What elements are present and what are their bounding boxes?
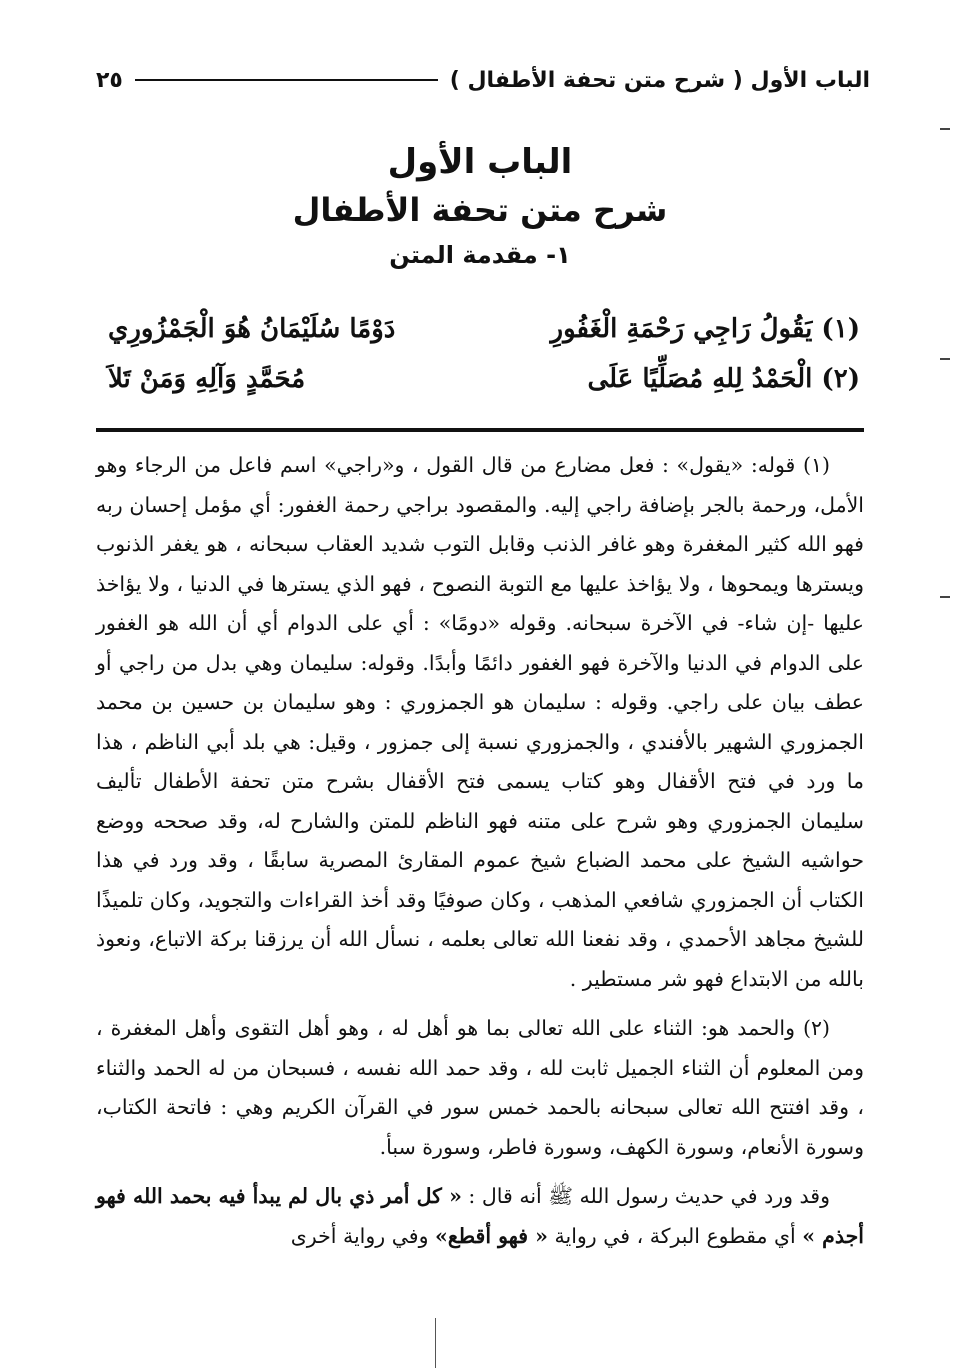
- verse-row: [108, 354, 860, 404]
- commentary-paragraph-3: [96, 1177, 864, 1256]
- chapter-subtitle: شرح متن تحفة الأطفال: [292, 191, 668, 229]
- section-title: ١- مقدمة المتن: [389, 241, 571, 269]
- verse-first-hemistich: (٢) الْحَمْدُ لِلهِ مُصَلِّيًا عَلَى: [587, 364, 860, 394]
- edge-mark: [940, 128, 950, 130]
- hadith-quote: « كل أمر ذي بال لم يبدأ فيه بحمد الله فهو أجذم »: [96, 1184, 864, 1248]
- hadith-variant: « فهو أقطع»: [435, 1223, 548, 1248]
- commentary-paragraph-1: (١) قوله: «يقول» : فعل مضارع من قال القول ، و«راجي» اسم فاعل من الرجاء وهو الأمل، ورحمة بالجر بإضافة راجي إليه. والمقصود براجي رحمة الغفور: أي مؤمل إحسان ربه فهو الله كثير المغفرة وهو غافر الذنب وقابل التوب شديد العقاب سبحانه ، هو يغفر الذنوب ويسترها ويمحوها ، ولا يؤاخذ عليها مع التوبة النصوح ، فهو الذي يسترها في الدنيا ، ولا يؤاخذ عليها -إن شاء- في الآخرة سبحانه. وقوله «دومًا» : أي على الدوام أي أن الله هو الغفور على الدوام في الدنيا والآخرة فهو الغفور دائمًا وأبدًا. وقوله: سليمان وهي بدل من راجي أو عطف بيان على راجي. وقوله : سليمان هو الجمزوري : وهو سليمان بن حسين بن محمد الجمزوري الشهير بالأفندي ، والجمزوري نسبة إلى جمزور ، وقيل: هي بلد أبي الناظم ، هذا ما ورد في فتح الأقفال وهو كتاب يسمى فتح الأقفال بشرح متن تحفة الأطفال تأليف سليمان الجمزوري وهو شرح على متنه فهو الناظم للمتن والشارح له، وقد صححه ووضع حواشيه الشيخ على محمد الضباع شيخ عموم المقارئ المصرية سابقًا ، وقد ورد في هذا الكتاب أن الجمزوري شافعي المذهب ، وكان صوفيًا وقد أخذ القراءات والتجويد، وكان تلميذًا للشيخ مجاهد الأحمدي ، وقد نفعنا الله تعالى بعلمه ، نسأل الله أن يرزقنا بركة الاتباع، ونعوذ بالله من الابتداع فهو شر مستطير .: [96, 453, 864, 991]
- verse-second-hemistich: مُحَمَّدٍ وَآلِهِ وَمَنْ تَلاَ: [108, 364, 306, 394]
- paragraph-end: وفي رواية أخرى: [290, 1223, 436, 1248]
- commentary-text: [96, 446, 864, 1266]
- poem-verses: [108, 304, 860, 404]
- page-number: ٢٥: [96, 67, 123, 93]
- paragraph-intro: وقد ورد في حديث رسول الله ﷺ أنه قال :: [461, 1184, 830, 1208]
- header-rule: [135, 79, 438, 81]
- verse-row: [108, 304, 860, 354]
- edge-mark: [940, 596, 950, 598]
- separator-rule: [96, 428, 864, 432]
- gutter-line: [435, 1318, 436, 1368]
- verse-second-hemistich: دَوْمًا سُلَيْمَانُ هُوَ الْجَمْزُورِي: [108, 314, 396, 344]
- page-header: [96, 60, 870, 100]
- commentary-paragraph-2: (٢) والحمد هو: الثناء على الله تعالى بما هو أهل له ، وهو أهل التقوى وأهل المغفرة ، ومن المعلوم أن الثناء الجميل ثابت لله ، وقد حمد الله نفسه ، فسبحان من له الحمد والثناء ، وقد افتتح الله تعالى سبحانه بالحمد خمس سور في القرآن الكريم وهي : فاتحة الكتاب، وسورة الأنعام، وسورة الكهف، وسورة فاطر، وسورة سبأ.: [96, 1016, 864, 1159]
- verse-first-hemistich: (١) يَقُولُ رَاجِي رَحْمَةِ الْغَفُورِ: [550, 314, 860, 344]
- running-title: الباب الأول ( شرح متن تحفة الأطفال ): [449, 67, 870, 93]
- chapter-title: الباب الأول: [387, 142, 573, 182]
- paragraph-middle: أي مقطوع البركة ، في رواية: [547, 1223, 803, 1248]
- chapter-heading: [0, 138, 960, 276]
- edge-mark: [940, 358, 950, 360]
